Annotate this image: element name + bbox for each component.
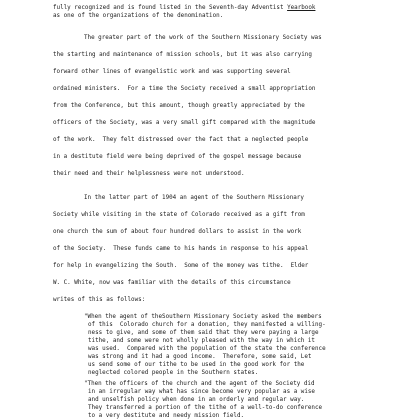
text-line: In the latter part of 1904 an agent of the Southern Missionary bbox=[84, 195, 304, 201]
text-line: their need and their helplessness were not understood. bbox=[53, 171, 245, 177]
opening-text: fully recognized and is found listed in the Seventh-day Adventist bbox=[53, 5, 288, 11]
text-line: The greater part of the work of the Southern Missionary Society was bbox=[84, 35, 322, 41]
text-line: of the Society. These funds came to his hands in response to his appeal bbox=[53, 246, 309, 252]
text-line: from the Conference, but this amount, though greatly appreciated by the bbox=[53, 103, 305, 109]
text-line: W. C. White, now was familiar with the details of this circumstance bbox=[53, 280, 291, 286]
quote-line: neglected colored people in the Southern states. bbox=[88, 370, 259, 376]
text-line: officers of the Society, was a very small gift compared with the magnitude bbox=[53, 120, 316, 126]
text-line: in a destitute field were being deprived of the gospel message because bbox=[53, 154, 302, 160]
quote-line: "Then the officers of the church and the agent of the Society did bbox=[84, 381, 315, 387]
text-line: Society while visiting in the state of Colorado received as a gift from bbox=[53, 212, 305, 218]
quote-line: in an irregular way what has since become very popular as a wise bbox=[88, 389, 315, 395]
quote-line: of this Colorado church for a donation, they manifested a willing- bbox=[88, 322, 326, 328]
text-line: for help in evangelizing the South. Some of the money was tithe. Elder bbox=[53, 263, 309, 269]
quote-line: They transferred a portion of the tithe of a well-to-do conference bbox=[88, 405, 323, 411]
text-line: forward other lines of evangelistic work and was supporting several bbox=[53, 69, 291, 75]
quote-line: "When the agent of theSouthern Missionary Society asked the members bbox=[84, 314, 322, 320]
yearbook-title: Yearbook bbox=[287, 5, 316, 11]
quote-line: was used. Compared with the population of the state the conference bbox=[88, 346, 326, 352]
text-line: of the work. They felt distressed over the fact that a neglected people bbox=[53, 137, 309, 143]
quote-line: us send some of our tithe to be used in the good work for the bbox=[88, 362, 305, 368]
opening-line-2: as one of the organizations of the denomination. bbox=[53, 13, 224, 19]
text-line: one church the sum of about four hundred dollars to assist in the work bbox=[53, 229, 302, 235]
quote-line: to a very destitute and needy mission field. bbox=[88, 413, 245, 419]
quote-line: ness to give, and some of them said that they were paying a large bbox=[88, 330, 319, 336]
opening-line bbox=[53, 4, 315, 12]
text-line: the starting and maintenance of mission schools, but it was also carrying bbox=[53, 52, 312, 58]
quote-line: and unselfish policy when done in an orderly and regular way. bbox=[88, 397, 305, 403]
quote-line: was strong and it had a good income. Therefore, some said, Let bbox=[88, 354, 312, 360]
text-line: writes of this as follows: bbox=[53, 297, 146, 303]
text-line: ordained ministers. For a time the Society received a small appropriation bbox=[53, 86, 316, 92]
quote-line: tithe, and some were not wholly pleased with the way in which it bbox=[88, 338, 315, 344]
